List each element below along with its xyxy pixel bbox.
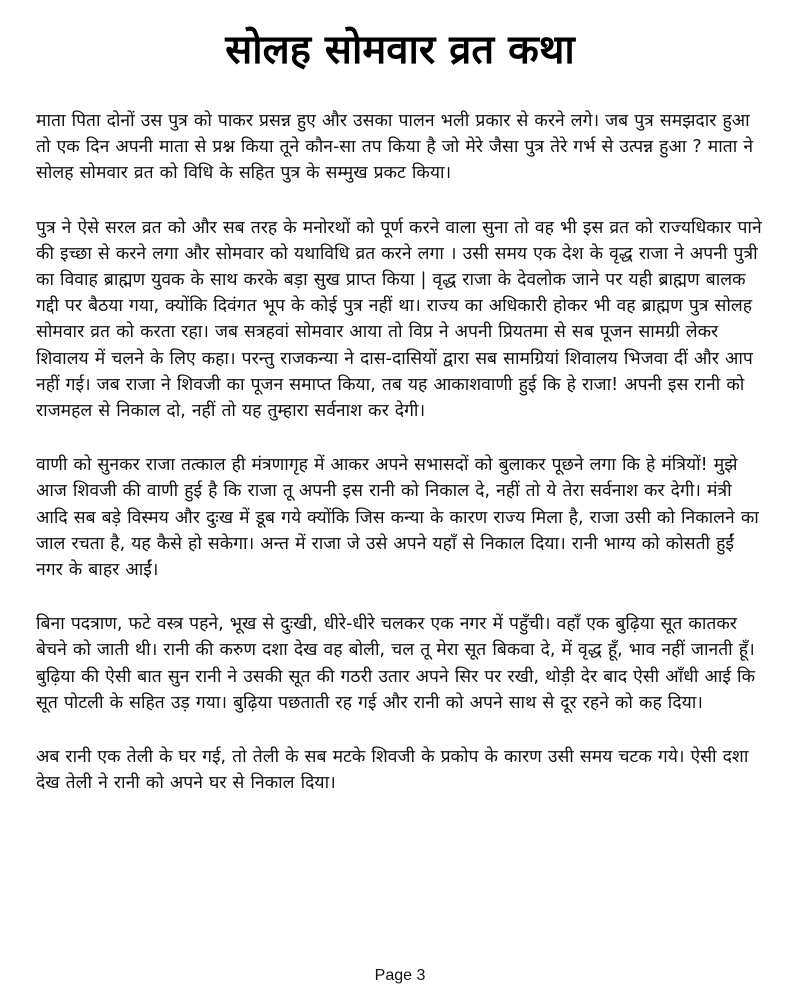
page-title: सोलह सोमवार व्रत कथा <box>225 27 575 73</box>
paragraph-2: पुत्र ने ऐसे सरल व्रत को और सब तरह के मनोरथों को पूर्ण करने वाला सुना तो वह भी इस व्रत को राज्यधिकार पाने की इच्छा से करने लगा और सोमवार को यथाविधि व्रत करने लगा । उसी समय एक देश के वृद्ध राजा ने अपनी पुत्री का विवाह ब्राह्मण युवक के साथ करके बड़ा सुख प्राप्त किया | वृद्ध राजा के देवलोक जाने पर यही ब्राह्मण बालक गद्दी पर बैठया गया, क्योंकि दिवंगत भूप के कोई पुत्र नहीं था। राज्य का अधिकारी होकर भी वह ब्राह्मण पुत्र सोलह सोमवार व्रत को करता रहा। जब सत्रहवां सोमवार आया तो विप्र ने अपनी प्रियतमा से सब पूजन सामग्री लेकर शिवालय में चलने के लिए कहा। परन्तु राजकन्या ने दास-दासियों द्वारा सब सामग्रियां शिवालय भिजवा दीं और आप नहीं गई। जब राजा ने शिवजी का पूजन समाप्त किया, तब यह आकाशवाणी हुई कि हे राजा! अपनी इस रानी को राजमहल से निकाल दो, नहीं तो यह तुम्हारा सर्वनाश कर देगी। <box>36 217 762 422</box>
paragraph-3: वाणी को सुनकर राजा तत्काल ही मंत्रणागृह में आकर अपने सभासदों को बुलाकर पूछने लगा कि हे मंत्रियों! मुझे आज शिवजी की वाणी हुई है कि राजा तू अपनी इस रानी को निकाल दे, नहीं तो ये तेरा सर्वनाश कर देगी। मंत्री आदि सब बड़े विस्मय और दुःख में डूब गये क्योंकि जिस कन्या के कारण राज्य मिला है, राजा उसी को निकालने का जाल रचता है, यह कैसे हो सकेगा। अन्त में राजा जे उसे अपने यहाँ से निकाल दिया। रानी भाग्य को कोसती हुईं नगर के बाहर आईं। <box>36 455 759 581</box>
paragraph-5: अब रानी एक तेली के घर गई, तो तेली के सब मटके शिवजी के प्रकोप के कारण उसी समय चटक गये। ऐसी दशा देख तेली ने रानी को अपने घर से निकाल दिया। <box>36 747 749 794</box>
page-number: Page 3 <box>374 967 426 984</box>
paragraph-4: बिना पदत्राण, फटे वस्त्र पहने, भूख से दुःखी, धीरे-धीरे चलकर एक नगर में पहुँची। वहाँ एक बुढ़िया सूत कातकर बेचने को जाती थी। रानी की करुण दशा देख वह बोली, चल तू मेरा सूत बिकवा दे, में वृद्ध हूँ, भाव नहीं जानती हूँ। बुढ़िया की ऐसी बात सुन रानी ने उसकी सूत की गठरी उतार अपने सिर पर रखी, थोड़ी देर बाद ऐसी आँधी आई कि सूत पोटली के सहित उड़ गया। बुढ़िया पछताती रह गई और रानी को अपने साथ से दूर रहने को कह दिया। <box>36 614 756 713</box>
paragraph-1: माता पिता दोनों उस पुत्र को पाकर प्रसन्न हुए और उसका पालन भली प्रकार से करने लगे। जब पुत्र समझदार हुआ तो एक दिन अपनी माता से प्रश्न किया तूने कौन-सा तप किया है जो मेरे जैसा पुत्र तेरे गर्भ से उत्पन्न हुआ ? माता ने सोलह सोमवार व्रत को विधि के सहित पुत्र के सम्मुख प्रकट किया। <box>36 111 754 184</box>
story-body <box>36 108 766 824</box>
